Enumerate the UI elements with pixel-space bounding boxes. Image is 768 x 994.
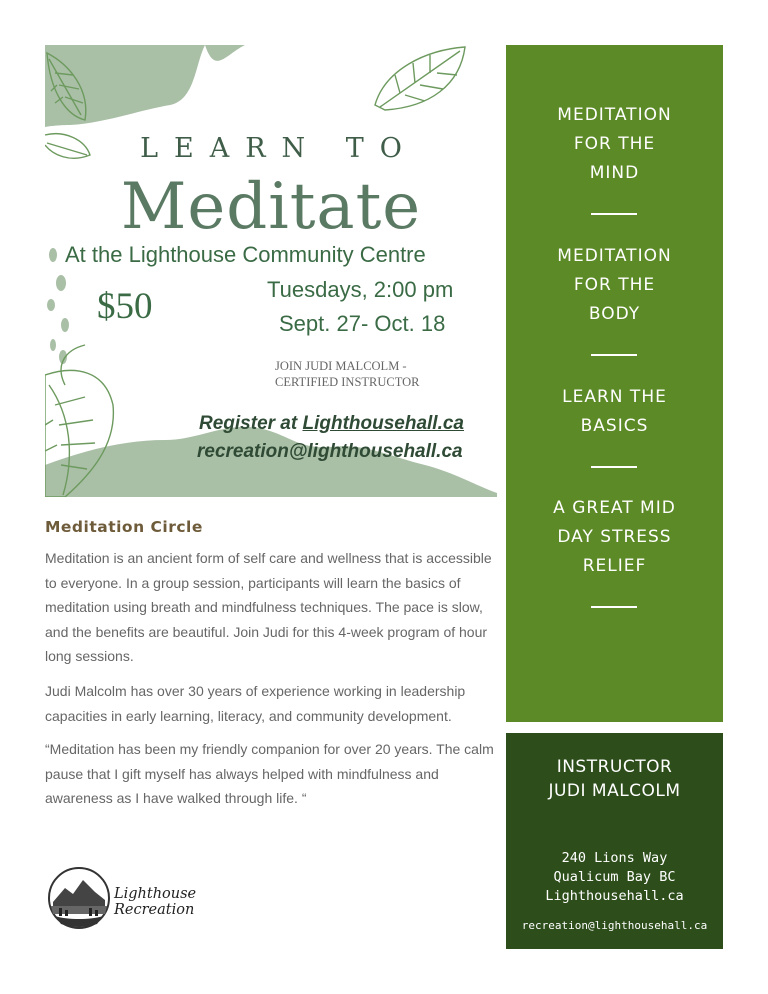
instructor-contact-box [506, 733, 723, 949]
hero-panel [45, 45, 497, 497]
instructor-quote-paragraph: “Meditation has been my friendly companion for over 20 years. The calm pause that I gift myself has always helped with mindfulness and awareness as I have walked through life. “ [45, 741, 494, 806]
sidebar-item-body [506, 242, 723, 329]
sidebar-item-basics [506, 383, 723, 441]
sidebar-item-line: DAY STRESS [557, 527, 672, 547]
instructor-bio-paragraph: Judi Malcolm has over 30 years of experience working in leadership capacities in early learning, literacy, and community development. [45, 683, 466, 724]
logo-text: Lighthouse Recreation [114, 886, 197, 918]
instructor-name: JUDI MALCOLM [548, 781, 681, 801]
address-city: Qualicum Bay BC [553, 869, 676, 885]
contact-email[interactable]: recreation@lighthousehall.ca [521, 919, 708, 932]
instructor-note-line2: CERTIFIED INSTRUCTOR [275, 375, 420, 389]
sidebar-item-line: BODY [588, 304, 641, 324]
heading-meditate: Meditate [120, 170, 422, 244]
sidebar-item-line: MIND [589, 163, 640, 183]
sidebar-item-line: RELIEF [582, 556, 647, 576]
sidebar-divider [591, 466, 637, 468]
sidebar-divider [591, 606, 637, 608]
heading-learn-to: LEARN TO [140, 133, 418, 164]
sidebar-item-line: FOR THE [573, 134, 656, 154]
sidebar-divider [591, 213, 637, 215]
instructor-title-line: INSTRUCTOR [556, 757, 673, 777]
schedule-day-time: Tuesdays, 2:00 pm [267, 277, 454, 302]
register-line [199, 413, 464, 435]
section-title: Meditation Circle [45, 518, 203, 536]
instructor-note-line1: JOIN JUDI MALCOLM - [275, 359, 407, 373]
description-paragraph: Meditation is an ancient form of self care and wellness that is accessible to everyone. In a group session, participants will learn the basics of meditation using breath and mindfulness techniques. The pace is slow, and the benefits are beautiful. Join Judi for this 4-week program of hour long sessions. [45, 550, 492, 664]
benefits-sidebar [506, 45, 723, 722]
address-block [506, 849, 723, 906]
website-link[interactable]: Lighthousehall.ca [545, 888, 684, 904]
instructor-note [275, 358, 475, 390]
price-text: $50 [97, 286, 153, 327]
register-link[interactable]: Lighthousehall.ca [302, 413, 465, 434]
sidebar-item-line: A GREAT MID [553, 498, 676, 518]
lighthouse-recreation-logo [47, 866, 247, 930]
sidebar-item-line: MEDITATION [557, 246, 672, 266]
sidebar-item-line: FOR THE [573, 275, 656, 295]
register-prefix: Register at [199, 413, 303, 434]
sidebar-divider [591, 354, 637, 356]
sidebar-item-line: LEARN THE [562, 387, 667, 407]
schedule-dates: Sept. 27- Oct. 18 [279, 311, 446, 336]
sidebar-item-stress-relief [506, 494, 723, 581]
venue-text: At the Lighthouse Community Centre [65, 242, 426, 267]
register-email[interactable]: recreation@lighthousehall.ca [197, 441, 463, 462]
sidebar-item-line: BASICS [580, 416, 649, 436]
sidebar-item-mind [506, 101, 723, 188]
instructor-title [506, 755, 723, 803]
address-street: 240 Lions Way [561, 850, 668, 866]
lighthouse-logo-icon [47, 866, 111, 930]
sidebar-item-line: MEDITATION [557, 105, 672, 125]
